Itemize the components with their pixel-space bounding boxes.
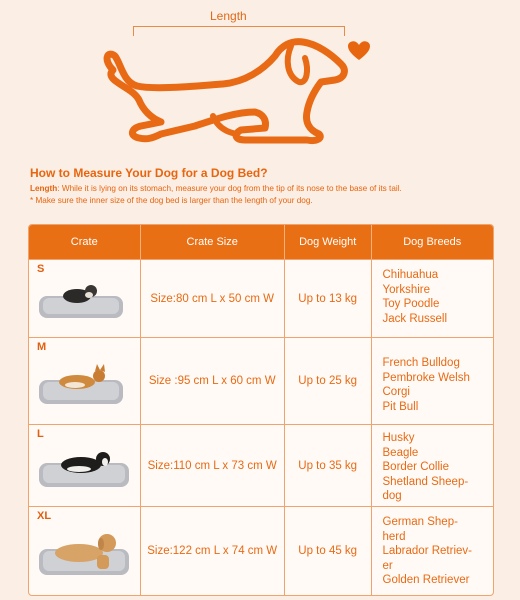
size-note: * Make sure the inner size of the dog bed is larger than the length of your dog. [30,196,313,205]
breed-item: dog [382,490,402,502]
length-note-label: Length [30,184,58,193]
table-row [29,337,493,424]
breed-item: Pit Bull [382,400,419,413]
breed-item: Shetland Sheep- [382,475,469,488]
header-crate-size: Crate Size [141,225,285,259]
crate-size-cell: Size:80 cm L x 50 cm W [141,260,285,337]
header-dog-breeds: Dog Breeds [403,236,462,248]
table-row [29,506,493,595]
dog-breeds-cell [372,507,494,595]
size-label: XL [37,510,52,522]
breed-item: Husky [382,432,415,444]
measure-illustration [0,0,520,160]
crate-size-cell: Size:122 cm L x 74 cm W [141,507,285,595]
breed-item: Corgi [382,386,410,398]
breed-item: Beagle [382,446,419,459]
dog-weight-cell: Up to 45 kg [285,507,372,595]
breed-item: Pembroke Welsh [382,371,470,384]
length-note [30,184,402,193]
size-label: M [37,341,47,353]
dog-breeds-cell [372,260,494,337]
breed-item: er [382,559,393,572]
crate-size-cell: Size :95 cm L x 60 cm W [141,338,285,424]
table-row [29,424,493,506]
table-row [29,259,493,337]
dog-outline-icon [95,30,355,150]
dog-breeds-cell [372,338,494,424]
heart-icon [347,40,371,62]
size-table [28,224,494,596]
breed-item: herd [382,530,406,543]
dog-bed-image [37,362,127,408]
length-note-text: : While it is lying on its stomach, measure your dog from the tip of its nose to the base of its tail. [57,184,402,193]
breed-item: Chihuahua [382,269,439,281]
size-label: S [37,263,45,275]
breed-item: German Shep- [382,516,458,528]
dog-weight-cell: Up to 35 kg [285,425,372,506]
dog-breeds-cell [372,425,494,506]
measure-heading: How to Measure Your Dog for a Dog Bed? [30,166,268,180]
crate-cell [29,338,141,424]
crate-cell [29,260,141,337]
length-label: Length [210,9,247,23]
dog-weight-cell: Up to 25 kg [285,338,372,424]
breed-item: Border Collie [382,461,449,473]
breed-item: Labrador Retriev- [382,545,472,557]
breed-item: Golden Retriever [382,574,470,586]
dog-bed-image [37,445,133,491]
crate-cell [29,507,141,595]
crate-size-cell: Size:110 cm L x 73 cm W [141,425,285,506]
table-header [29,225,493,259]
dog-bed-image [37,282,127,322]
dog-bed-image [37,525,133,579]
size-label: L [37,428,44,440]
crate-cell [29,425,141,506]
breed-item: Yorkshire [382,283,431,296]
header-crate: Crate [29,225,141,259]
breed-item: French Bulldog [382,357,460,369]
breed-item: Toy Poodle [382,298,440,310]
header-dog-weight: Dog Weight [285,225,372,259]
dog-weight-cell: Up to 13 kg [285,260,372,337]
breed-item: Jack Russell [382,312,448,325]
